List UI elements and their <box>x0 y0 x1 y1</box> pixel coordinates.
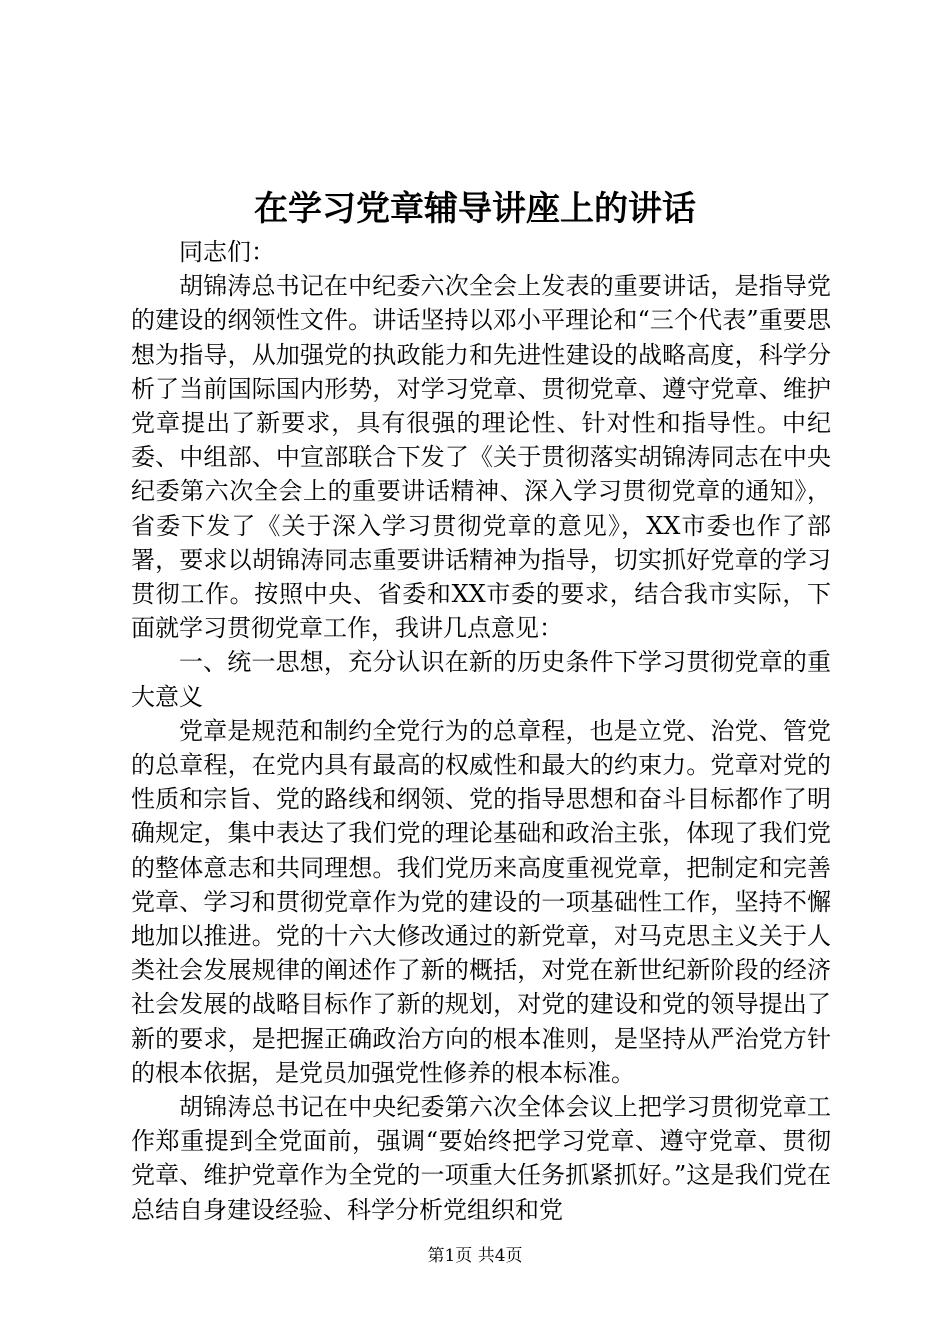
page-footer: 第1页 共4页 <box>427 1246 523 1266</box>
paragraph-hu-speech: 胡锦涛总书记在中央纪委第六次全体会议上把学习贯彻党章工作郑重提到全党面前，强调“要始终把学习党章、遵守党章、贯彻党章、维护党章作为全党的一项重大任务抓紧抓好。”这是我们党在总结自身建设经验、科学分析党组织和党 <box>131 1093 831 1224</box>
document-body <box>131 235 831 1227</box>
document-title: 在学习党章辅导讲座上的讲话 <box>254 189 696 229</box>
salutation: 同志们： <box>179 238 275 266</box>
paragraph-intro: 胡锦涛总书记在中纪委六次全会上发表的重要讲话，是指导党的建设的纲领性文件。讲话坚持以邓小平理论和“三个代表”重要思想为指导，从加强党的执政能力和先进性建设的战略高度，科学分析了当前国际国内形势，对学习党章、贯彻党章、遵守党章、维护党章提出了新要求，具有很强的理论性、针对性和指导性。中纪委、中组部、中宣部联合下发了《关于贯彻落实胡锦涛同志在中央纪委第六次全会上的重要讲话精神、深入学习贯彻党章的通知》，省委下发了《关于深入学习贯彻党章的意见》，XX市委也作了部署，要求以胡锦涛同志重要讲话精神为指导，切实抓好党章的学习贯彻工作。按照中央、省委和XX市委的要求，结合我市实际，下面就学习贯彻党章工作，我讲几点意见： <box>131 272 831 643</box>
paragraph-party-constitution: 党章是规范和制约全党行为的总章程，也是立党、治党、管党的总章程，在党内具有最高的权威性和最大的约束力。党章对党的性质和宗旨、党的路线和纲领、党的指导思想和奋斗目标都作了明确规定，集中表达了我们党的理论基础和政治主张，体现了我们党的整体意志和共同理想。我们党历来高度重视党章，把制定和完善党章、学习和贯彻党章作为党的建设的一项基础性工作，坚持不懈地加以推进。党的十六大修改通过的新党章，对马克思主义关于人类社会发展规律的阐述作了新的概括，对党在新世纪新阶段的经济社会发展的战略目标作了新的规划，对党的建设和党的领导提出了新的要求，是把握正确政治方向的根本准则，是坚持从严治党方针的根本依据，是党员加强党性修养的根本标准。 <box>131 716 831 1087</box>
section-heading-1: 一、统一思想，充分认识在新的历史条件下学习贯彻党章的重大意义 <box>131 648 831 711</box>
